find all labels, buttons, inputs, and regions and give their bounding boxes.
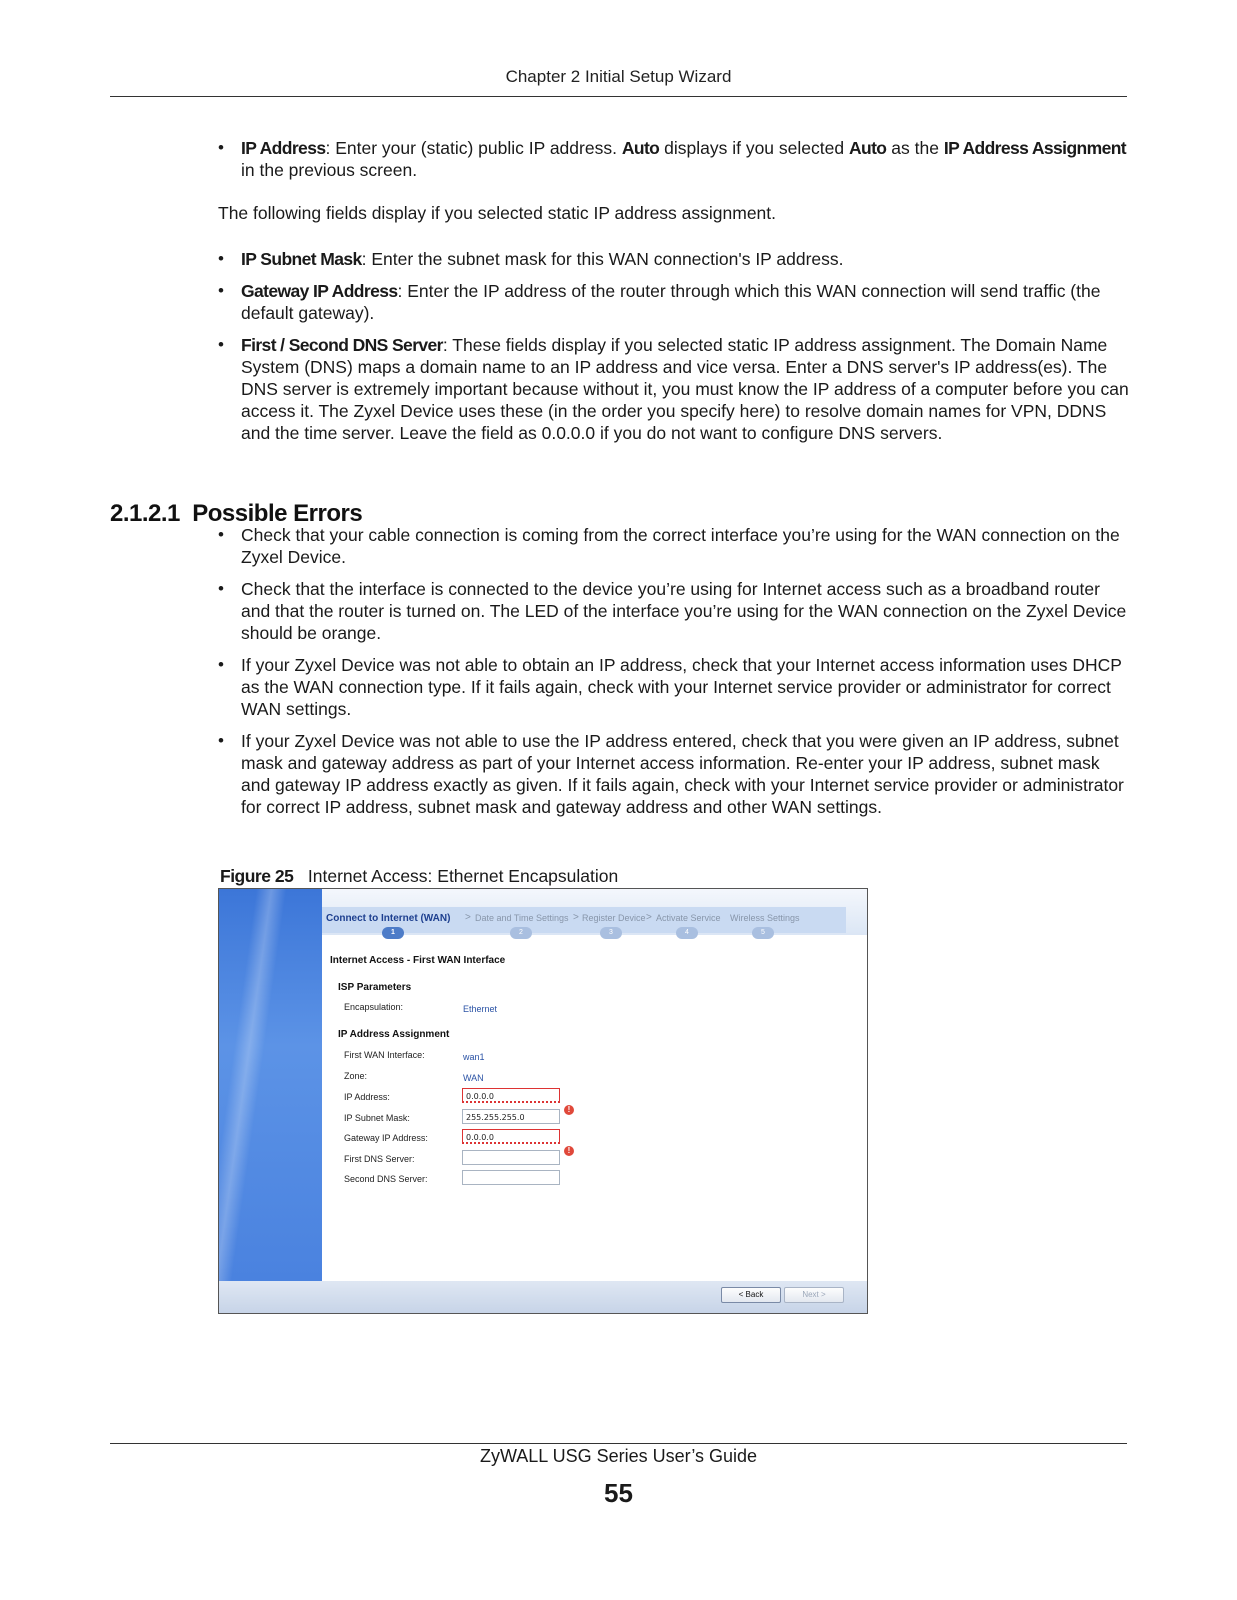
term: Auto xyxy=(621,138,660,158)
list-item: • If your Zyxel Device was not able to obtain an IP address, check that your Internet access information uses DHCP as the WAN connection type. If it fails again, check with your Internet service provider or administrator for correct WAN settings. xyxy=(218,654,1130,720)
gateway-input[interactable]: 0.0.0.0 xyxy=(462,1129,560,1144)
desc: : Enter your (static) public IP address. xyxy=(325,138,622,158)
error-icon: ! xyxy=(564,1105,574,1115)
step-number: 1 xyxy=(382,927,404,939)
wizard-side-panel xyxy=(219,889,322,1281)
errors-bullet-list xyxy=(218,524,1130,828)
term: IP Address xyxy=(241,138,326,158)
zone-label: Zone: xyxy=(344,1071,368,1081)
list-item xyxy=(218,334,1130,444)
wan-interface-value: wan1 xyxy=(463,1052,485,1062)
subnet-mask-label: IP Subnet Mask: xyxy=(344,1113,410,1123)
term: IP Address Assignment xyxy=(943,138,1127,158)
chevron-right-icon: > xyxy=(573,912,579,923)
first-dns-input[interactable] xyxy=(462,1150,560,1165)
term: IP Subnet Mask xyxy=(241,249,362,269)
list-item xyxy=(218,280,1130,324)
desc: : Enter the subnet mask for this WAN connection's IP address. xyxy=(361,249,844,269)
footer-rule xyxy=(110,1443,1127,1444)
list-item: • If your Zyxel Device was not able to use the IP address entered, check that you were given an IP address, subnet mask and gateway address as part of your Internet access information. Re-enter your IP address, subnet mask and gateway IP address exactly as given. If it fails again, check with your Internet service provider or administrator for correct IP address, subnet mask and gateway address and other WAN settings. xyxy=(218,730,1130,818)
page-number: 55 xyxy=(604,1478,633,1508)
figure-number: Figure 25 xyxy=(220,866,294,886)
wan-interface-label: First WAN Interface: xyxy=(344,1050,425,1060)
error-icon: ! xyxy=(564,1146,574,1156)
chevron-right-icon: > xyxy=(646,912,652,923)
figure-title: Internet Access: Ethernet Encapsulation xyxy=(307,866,619,886)
step-date-time[interactable]: Date and Time Settings xyxy=(475,913,569,923)
zone-value: WAN xyxy=(463,1073,484,1083)
term: First / Second DNS Server xyxy=(241,335,443,355)
header-rule xyxy=(110,96,1127,97)
figure-caption xyxy=(220,866,618,887)
desc: in the previous screen. xyxy=(241,160,418,180)
first-dns-label: First DNS Server: xyxy=(344,1154,415,1164)
wizard-steps xyxy=(322,889,867,935)
screen-title: Internet Access - First WAN Interface xyxy=(330,955,506,966)
subnet-mask-input[interactable]: 255.255.255.0 xyxy=(462,1109,560,1124)
term: Gateway IP Address xyxy=(241,281,398,301)
running-header: Chapter 2 Initial Setup Wizard xyxy=(505,67,732,86)
step-number: 4 xyxy=(676,927,698,939)
field-bullet-list xyxy=(218,248,1130,454)
static-note: The following fields display if you selected static IP address assignment. xyxy=(218,203,777,223)
list-item xyxy=(218,248,1130,270)
chevron-right-icon: > xyxy=(465,912,471,923)
isp-parameters-heading: ISP Parameters xyxy=(338,982,412,993)
footer-guide-title: ZyWALL USG Series User’s Guide xyxy=(479,1446,758,1466)
back-button[interactable]: < Back xyxy=(721,1287,781,1303)
step-number: 3 xyxy=(600,927,622,939)
wizard-button-bar xyxy=(219,1281,867,1313)
step-number: 2 xyxy=(510,927,532,939)
encapsulation-label: Encapsulation: xyxy=(344,1002,404,1012)
list-item: • Check that the interface is connected to the device you’re using for Internet access such as a broadband router and that the router is turned on. The LED of the interface you’re using for the WAN connection on the Zyxel Device should be orange. xyxy=(218,578,1130,644)
step-connect-internet[interactable]: Connect to Internet (WAN) xyxy=(326,913,451,924)
term: Auto xyxy=(848,138,887,158)
wizard-content xyxy=(322,889,867,1281)
section-number: 2.1.2.1 xyxy=(110,500,180,527)
gateway-label: Gateway IP Address: xyxy=(344,1133,428,1143)
ip-assignment-heading: IP Address Assignment xyxy=(338,1029,450,1040)
list-item: • Check that your cable connection is coming from the correct interface you’re using for the WAN connection on the Zyxel Device. xyxy=(218,524,1130,568)
section-title: Possible Errors xyxy=(192,500,363,527)
step-activate-service[interactable]: Activate Service xyxy=(656,913,721,923)
desc: displays if you selected xyxy=(659,138,849,158)
encapsulation-value: Ethernet xyxy=(463,1004,498,1014)
wizard-screenshot xyxy=(218,888,868,1314)
step-register-device[interactable]: Register Device xyxy=(582,913,646,923)
second-dns-label: Second DNS Server: xyxy=(344,1174,428,1184)
ip-address-label: IP Address: xyxy=(344,1092,390,1102)
ip-address-bullet-list xyxy=(218,137,1130,191)
list-item xyxy=(218,137,1130,181)
desc: as the xyxy=(886,138,944,158)
ip-address-input[interactable]: 0.0.0.0 xyxy=(462,1088,560,1103)
desc: : Enter the IP address of the router through which this WAN connection will send traffic (the default gateway). xyxy=(241,281,1101,323)
step-wireless-settings[interactable]: Wireless Settings xyxy=(730,913,800,923)
step-number: 5 xyxy=(752,927,774,939)
second-dns-input[interactable] xyxy=(462,1170,560,1185)
desc: : These fields display if you selected static IP address assignment. The Domain Name System (DNS) maps a domain name to an IP address and vice versa. Enter a DNS server's IP address(es). The DNS server is extremely important because without it, you must know the IP address of a computer before you can access it. The Zyxel Device uses these (in the order you specify here) to resolve domain names for VPN, DDNS and the time server. Leave the field as 0.0.0.0 if you do not want to configure DNS servers. xyxy=(241,335,1129,443)
next-button[interactable]: Next > xyxy=(784,1287,844,1303)
